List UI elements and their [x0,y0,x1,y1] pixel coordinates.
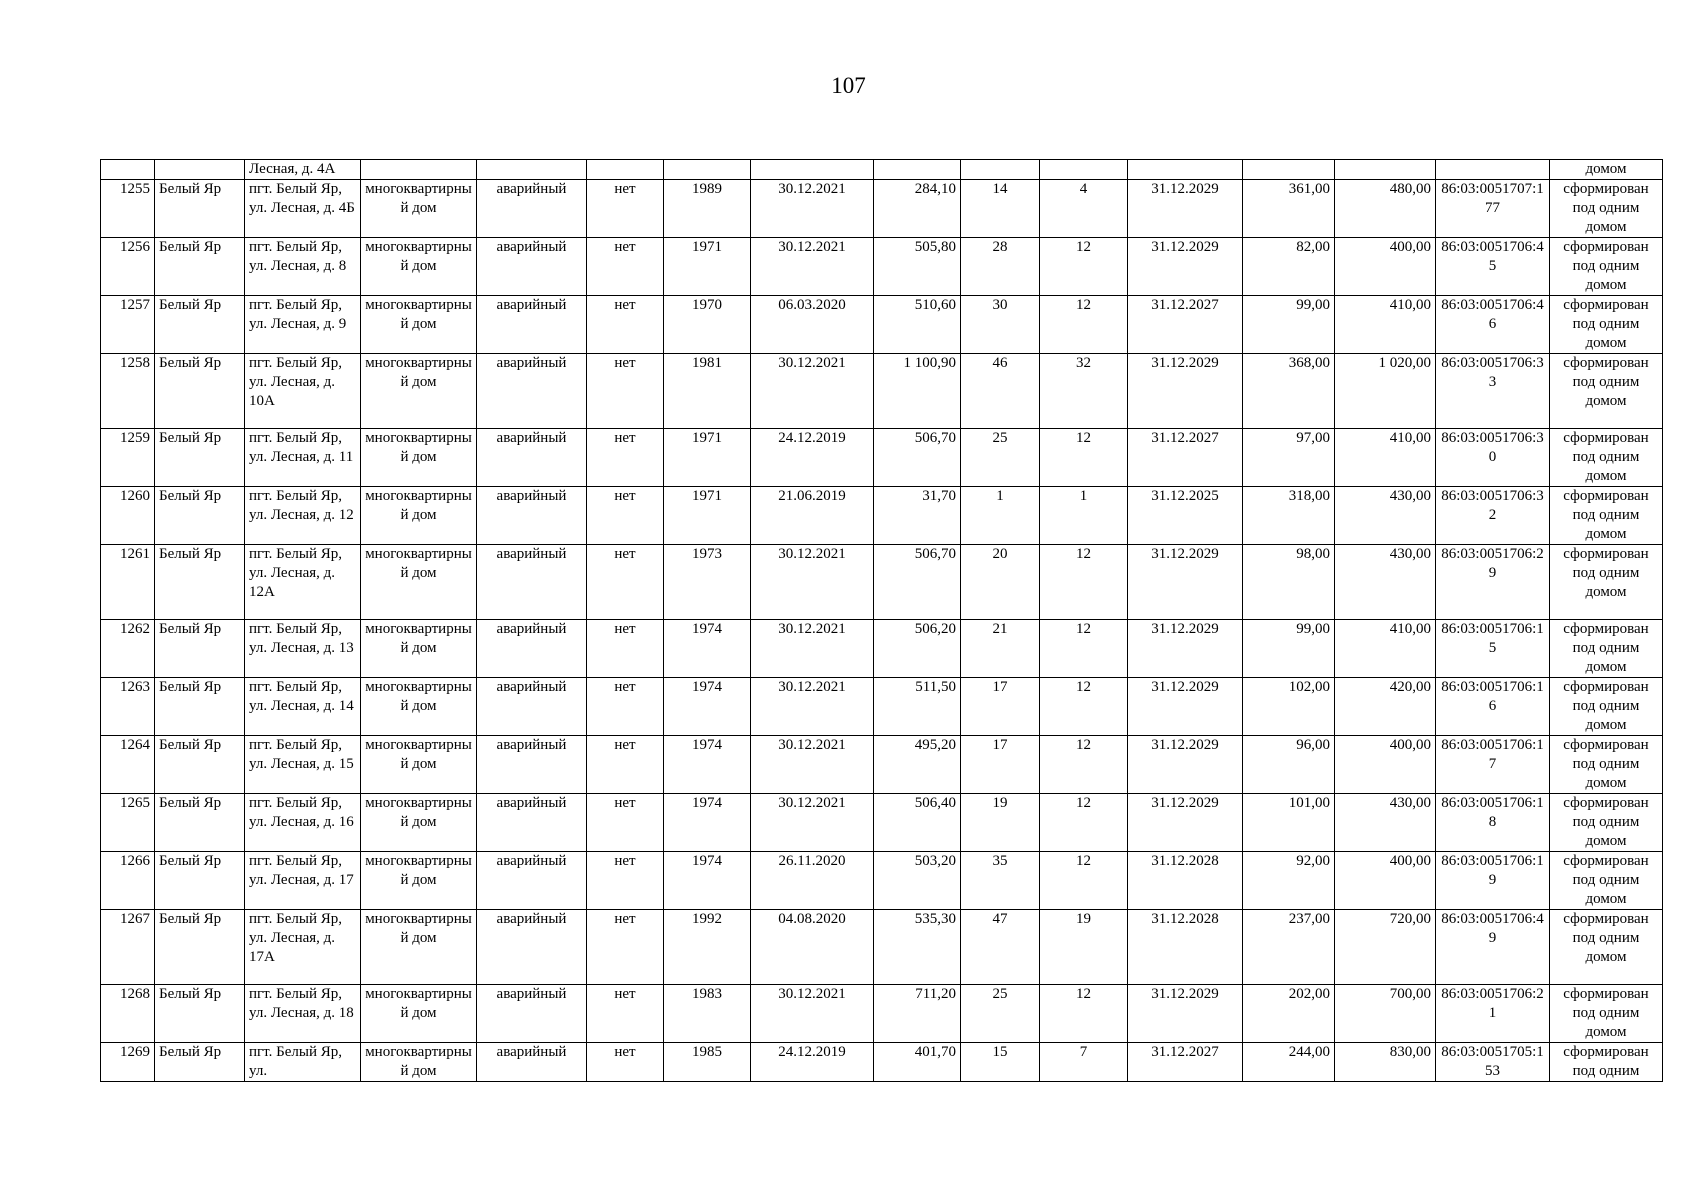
cell-number: 1267 [101,910,155,985]
cell-flag: нет [587,354,664,429]
cell-deadline: 31.12.2025 [1128,487,1243,545]
cell-total-area: 1 020,00 [1335,354,1436,429]
cell-flag: нет [587,678,664,736]
cell-cadastral: 86:03:0051706:30 [1436,429,1550,487]
cell-settlement: Белый Яр [155,985,245,1043]
cell-settlement: Белый Яр [155,545,245,620]
cell-year: 1985 [664,1043,751,1082]
cell-settlement: Белый Яр [155,1043,245,1082]
cell-flag: нет [587,429,664,487]
cell-settlement: Белый Яр [155,296,245,354]
cell-decision-date: 30.12.2021 [751,620,874,678]
cell-settlement: Белый Яр [155,852,245,910]
cell-flag: нет [587,1043,664,1082]
cell-land-area: 237,00 [1243,910,1335,985]
cell-address: Лесная, д. 4А [245,160,361,180]
cell-number: 1261 [101,545,155,620]
cell-type: многоквартирный дом [361,545,477,620]
table-row [101,852,1663,910]
cell-year: 1981 [664,354,751,429]
cell-decision-date: 24.12.2019 [751,1043,874,1082]
cell-cadastral: 86:03:0051706:15 [1436,620,1550,678]
cell-condition: аварийный [477,678,587,736]
cell-premises: 12 [1040,296,1128,354]
cell-year: 1992 [664,910,751,985]
cell-address: пгт. Белый Яр, ул. Лесная, д. 9 [245,296,361,354]
cell-settlement: Белый Яр [155,910,245,985]
cell-number: 1257 [101,296,155,354]
cell-cadastral: 86:03:0051706:19 [1436,852,1550,910]
cell-address: пгт. Белый Яр, ул. Лесная, д. 12 [245,487,361,545]
cell-residents: 21 [961,620,1040,678]
cell-cadastral: 86:03:0051706:46 [1436,296,1550,354]
table-row [101,910,1663,985]
cell-flag: нет [587,794,664,852]
cell-deadline: 31.12.2029 [1128,620,1243,678]
cell-status: сформирован под одним домом [1550,620,1663,678]
cell-total-area: 830,00 [1335,1043,1436,1082]
cell-area: 505,80 [874,238,961,296]
cell-land-area: 99,00 [1243,296,1335,354]
housing-registry-table [100,159,1663,1082]
cell-area: 401,70 [874,1043,961,1082]
cell-decision-date: 30.12.2021 [751,736,874,794]
cell-decision-date: 26.11.2020 [751,852,874,910]
cell-land-area: 96,00 [1243,736,1335,794]
cell-condition: аварийный [477,354,587,429]
table-row [101,296,1663,354]
cell-land-area: 92,00 [1243,852,1335,910]
cell-status: сформирован под одним домом [1550,910,1663,985]
page-number: 107 [831,73,866,98]
cell-residents: 30 [961,296,1040,354]
cell-status: сформирован под одним домом [1550,429,1663,487]
cell-area: 535,30 [874,910,961,985]
cell-total-area: 430,00 [1335,545,1436,620]
cell-total-area: 410,00 [1335,620,1436,678]
cell-premises: 12 [1040,545,1128,620]
cell-year: 1973 [664,545,751,620]
cell-address: пгт. Белый Яр, ул. Лесная, д. 4Б [245,180,361,238]
cell-area: 506,70 [874,429,961,487]
cell-decision-date: 30.12.2021 [751,794,874,852]
cell-area: 503,20 [874,852,961,910]
cell-flag: нет [587,910,664,985]
table-row [101,487,1663,545]
table-row [101,794,1663,852]
cell-decision-date: 06.03.2020 [751,296,874,354]
cell-premises: 32 [1040,354,1128,429]
cell-residents [961,160,1040,180]
cell-premises: 12 [1040,678,1128,736]
cell-cadastral: 86:03:0051706:45 [1436,238,1550,296]
cell-flag: нет [587,296,664,354]
cell-premises: 7 [1040,1043,1128,1082]
cell-deadline: 31.12.2029 [1128,678,1243,736]
cell-decision-date: 04.08.2020 [751,910,874,985]
cell-deadline: 31.12.2027 [1128,296,1243,354]
cell-cadastral: 86:03:0051707:177 [1436,180,1550,238]
cell-residents: 46 [961,354,1040,429]
cell-area: 31,70 [874,487,961,545]
cell-total-area: 720,00 [1335,910,1436,985]
cell-area: 511,50 [874,678,961,736]
cell-land-area: 98,00 [1243,545,1335,620]
cell-type: многоквартирный дом [361,678,477,736]
cell-deadline: 31.12.2027 [1128,1043,1243,1082]
cell-deadline [1128,160,1243,180]
cell-cadastral: 86:03:0051705:153 [1436,1043,1550,1082]
cell-type [361,160,477,180]
cell-type: многоквартирный дом [361,620,477,678]
cell-total-area: 400,00 [1335,736,1436,794]
cell-decision-date: 30.12.2021 [751,238,874,296]
cell-residents: 15 [961,1043,1040,1082]
cell-condition: аварийный [477,487,587,545]
cell-residents: 19 [961,794,1040,852]
cell-number: 1265 [101,794,155,852]
cell-condition: аварийный [477,545,587,620]
cell-residents: 47 [961,910,1040,985]
cell-condition: аварийный [477,985,587,1043]
cell-area [874,160,961,180]
cell-year: 1983 [664,985,751,1043]
registry-body [101,160,1663,1082]
cell-total-area: 430,00 [1335,794,1436,852]
cell-settlement: Белый Яр [155,620,245,678]
cell-land-area: 244,00 [1243,1043,1335,1082]
cell-address: пгт. Белый Яр, ул. Лесная, д. 17А [245,910,361,985]
table-row [101,678,1663,736]
cell-number: 1255 [101,180,155,238]
cell-land-area: 101,00 [1243,794,1335,852]
cell-total-area: 400,00 [1335,238,1436,296]
cell-type: многоквартирный дом [361,736,477,794]
table-row [101,1043,1663,1082]
cell-year: 1974 [664,736,751,794]
cell-status: сформирован под одним домом [1550,985,1663,1043]
cell-status: сформирован под одним домом [1550,852,1663,910]
cell-residents: 1 [961,487,1040,545]
cell-premises: 12 [1040,985,1128,1043]
continuation-row [101,160,1663,180]
cell-type: многоквартирный дом [361,487,477,545]
cell-condition: аварийный [477,852,587,910]
cell-area: 510,60 [874,296,961,354]
cell-residents: 17 [961,736,1040,794]
cell-flag: нет [587,545,664,620]
cell-settlement: Белый Яр [155,354,245,429]
cell-type: многоквартирный дом [361,354,477,429]
cell-land-area: 368,00 [1243,354,1335,429]
cell-type: многоквартирный дом [361,429,477,487]
cell-land-area: 318,00 [1243,487,1335,545]
cell-land-area [1243,160,1335,180]
cell-decision-date: 24.12.2019 [751,429,874,487]
cell-type: многоквартирный дом [361,296,477,354]
cell-year: 1974 [664,620,751,678]
cell-area: 711,20 [874,985,961,1043]
cell-area: 506,70 [874,545,961,620]
cell-total-area: 410,00 [1335,429,1436,487]
cell-status: сформирован под одним домом [1550,296,1663,354]
cell-settlement: Белый Яр [155,678,245,736]
cell-type: многоквартирный дом [361,852,477,910]
cell-cadastral: 86:03:0051706:29 [1436,545,1550,620]
cell-premises [1040,160,1128,180]
cell-residents: 35 [961,852,1040,910]
cell-deadline: 31.12.2028 [1128,852,1243,910]
cell-flag: нет [587,852,664,910]
cell-address: пгт. Белый Яр, ул. [245,1043,361,1082]
cell-year: 1974 [664,852,751,910]
cell-status: сформирован под одним домом [1550,180,1663,238]
cell-status: сформирован под одним [1550,1043,1663,1082]
cell-residents: 28 [961,238,1040,296]
cell-settlement: Белый Яр [155,238,245,296]
cell-flag: нет [587,180,664,238]
cell-total-area: 400,00 [1335,852,1436,910]
cell-status: сформирован под одним домом [1550,794,1663,852]
cell-total-area: 410,00 [1335,296,1436,354]
table-row [101,238,1663,296]
cell-type: многоквартирный дом [361,180,477,238]
cell-land-area: 99,00 [1243,620,1335,678]
cell-land-area: 202,00 [1243,985,1335,1043]
cell-condition [477,160,587,180]
cell-deadline: 31.12.2029 [1128,238,1243,296]
cell-deadline: 31.12.2029 [1128,736,1243,794]
cell-decision-date: 21.06.2019 [751,487,874,545]
cell-flag [587,160,664,180]
table-row [101,736,1663,794]
cell-address: пгт. Белый Яр, ул. Лесная, д. 17 [245,852,361,910]
cell-flag: нет [587,736,664,794]
cell-address: пгт. Белый Яр, ул. Лесная, д. 10А [245,354,361,429]
cell-deadline: 31.12.2029 [1128,354,1243,429]
cell-number: 1268 [101,985,155,1043]
cell-decision-date: 30.12.2021 [751,678,874,736]
cell-type: многоквартирный дом [361,985,477,1043]
cell-number: 1260 [101,487,155,545]
cell-year: 1974 [664,794,751,852]
cell-number: 1266 [101,852,155,910]
cell-decision-date: 30.12.2021 [751,545,874,620]
cell-cadastral: 86:03:0051706:49 [1436,910,1550,985]
cell-address: пгт. Белый Яр, ул. Лесная, д. 15 [245,736,361,794]
cell-address: пгт. Белый Яр, ул. Лесная, д. 13 [245,620,361,678]
cell-premises: 12 [1040,794,1128,852]
cell-settlement: Белый Яр [155,736,245,794]
cell-total-area: 700,00 [1335,985,1436,1043]
table-row [101,354,1663,429]
table-row [101,545,1663,620]
cell-total-area: 420,00 [1335,678,1436,736]
cell-status: сформирован под одним домом [1550,487,1663,545]
cell-flag: нет [587,620,664,678]
cell-decision-date [751,160,874,180]
cell-year: 1971 [664,429,751,487]
cell-number [101,160,155,180]
cell-type: многоквартирный дом [361,1043,477,1082]
cell-residents: 25 [961,985,1040,1043]
cell-number: 1262 [101,620,155,678]
cell-address: пгт. Белый Яр, ул. Лесная, д. 11 [245,429,361,487]
cell-status: домом [1550,160,1663,180]
cell-residents: 14 [961,180,1040,238]
cell-year: 1971 [664,238,751,296]
cell-status: сформирован под одним домом [1550,736,1663,794]
cell-decision-date: 30.12.2021 [751,985,874,1043]
cell-number: 1258 [101,354,155,429]
cell-condition: аварийный [477,620,587,678]
cell-cadastral: 86:03:0051706:16 [1436,678,1550,736]
cell-area: 284,10 [874,180,961,238]
cell-settlement: Белый Яр [155,794,245,852]
cell-settlement [155,160,245,180]
cell-condition: аварийный [477,180,587,238]
cell-area: 1 100,90 [874,354,961,429]
cell-cadastral: 86:03:0051706:21 [1436,985,1550,1043]
cell-condition: аварийный [477,794,587,852]
cell-number: 1264 [101,736,155,794]
table-row [101,620,1663,678]
cell-type: многоквартирный дом [361,910,477,985]
cell-deadline: 31.12.2029 [1128,180,1243,238]
cell-cadastral: 86:03:0051706:32 [1436,487,1550,545]
cell-number: 1269 [101,1043,155,1082]
cell-condition: аварийный [477,429,587,487]
cell-premises: 12 [1040,852,1128,910]
cell-status: сформирован под одним домом [1550,545,1663,620]
cell-address: пгт. Белый Яр, ул. Лесная, д. 8 [245,238,361,296]
cell-cadastral: 86:03:0051706:17 [1436,736,1550,794]
cell-status: сформирован под одним домом [1550,678,1663,736]
cell-deadline: 31.12.2028 [1128,910,1243,985]
cell-condition: аварийный [477,736,587,794]
cell-area: 506,40 [874,794,961,852]
cell-decision-date: 30.12.2021 [751,180,874,238]
cell-deadline: 31.12.2029 [1128,794,1243,852]
cell-settlement: Белый Яр [155,429,245,487]
cell-land-area: 97,00 [1243,429,1335,487]
cell-premises: 12 [1040,736,1128,794]
cell-condition: аварийный [477,910,587,985]
cell-year: 1971 [664,487,751,545]
cell-total-area: 480,00 [1335,180,1436,238]
table-row [101,429,1663,487]
cell-type: многоквартирный дом [361,794,477,852]
cell-residents: 17 [961,678,1040,736]
cell-residents: 25 [961,429,1040,487]
cell-residents: 20 [961,545,1040,620]
cell-settlement: Белый Яр [155,180,245,238]
table-row [101,180,1663,238]
cell-address: пгт. Белый Яр, ул. Лесная, д. 14 [245,678,361,736]
cell-premises: 12 [1040,429,1128,487]
cell-year [664,160,751,180]
cell-status: сформирован под одним домом [1550,238,1663,296]
cell-address: пгт. Белый Яр, ул. Лесная, д. 16 [245,794,361,852]
cell-cadastral: 86:03:0051706:18 [1436,794,1550,852]
cell-year: 1989 [664,180,751,238]
cell-type: многоквартирный дом [361,238,477,296]
cell-status: сформирован под одним домом [1550,354,1663,429]
cell-area: 506,20 [874,620,961,678]
cell-total-area [1335,160,1436,180]
cell-flag: нет [587,238,664,296]
cell-number: 1259 [101,429,155,487]
table-row [101,985,1663,1043]
cell-land-area: 361,00 [1243,180,1335,238]
cell-year: 1974 [664,678,751,736]
cell-decision-date: 30.12.2021 [751,354,874,429]
cell-premises: 4 [1040,180,1128,238]
cell-condition: аварийный [477,238,587,296]
cell-area: 495,20 [874,736,961,794]
cell-year: 1970 [664,296,751,354]
cell-premises: 19 [1040,910,1128,985]
cell-premises: 12 [1040,238,1128,296]
cell-land-area: 82,00 [1243,238,1335,296]
cell-flag: нет [587,985,664,1043]
cell-address: пгт. Белый Яр, ул. Лесная, д. 12А [245,545,361,620]
cell-address: пгт. Белый Яр, ул. Лесная, д. 18 [245,985,361,1043]
cell-condition: аварийный [477,1043,587,1082]
cell-land-area: 102,00 [1243,678,1335,736]
cell-number: 1256 [101,238,155,296]
cell-number: 1263 [101,678,155,736]
cell-total-area: 430,00 [1335,487,1436,545]
cell-deadline: 31.12.2029 [1128,545,1243,620]
cell-cadastral [1436,160,1550,180]
cell-deadline: 31.12.2029 [1128,985,1243,1043]
cell-flag: нет [587,487,664,545]
cell-deadline: 31.12.2027 [1128,429,1243,487]
cell-premises: 12 [1040,620,1128,678]
cell-cadastral: 86:03:0051706:33 [1436,354,1550,429]
cell-premises: 1 [1040,487,1128,545]
cell-settlement: Белый Яр [155,487,245,545]
cell-condition: аварийный [477,296,587,354]
